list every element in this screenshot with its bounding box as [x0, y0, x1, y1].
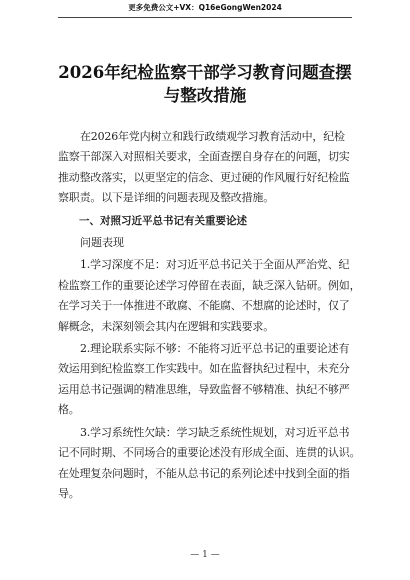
title-line-2: 与整改措施 [163, 86, 247, 105]
document-title [40, 61, 370, 107]
item-line: 解概念，未深刻领会其内在逻辑和实践要求。 [58, 319, 274, 333]
item-line: 检监察工作的重要论述学习停留在表面，缺乏深入钻研。例如， [58, 278, 361, 292]
header-banner: 更多免费公文+VX：Q16eGongWen2024 [128, 3, 282, 12]
item-line: 格。 [58, 403, 80, 417]
document-body [58, 127, 361, 506]
header-divider [58, 17, 352, 18]
intro-line: 监察干部深入对照相关要求，全面查摆自身存在的问题，切实 [58, 150, 350, 164]
problem-item-3 [58, 423, 361, 505]
item-line: 在学习关于一体推进不敢腐、不能腐、不想腐的论述时，仅了 [58, 299, 350, 313]
item-line: 在处理复杂问题时，不能从总书记的系列论述中找到全面的指 [58, 466, 350, 480]
item-line: 运用总书记强调的精准思维，导致监督不够精准、执纪不够严 [58, 382, 350, 396]
item-line: 导。 [58, 486, 80, 500]
problem-item-2 [58, 339, 352, 421]
item-line: 效运用到纪检监察工作实践中。如在监督执纪过程中，未充分 [58, 362, 350, 376]
intro-line: 在2026年党内树立和践行政绩观学习教育活动中，纪检 [80, 130, 345, 143]
item-line: 2.理论联系实际不够：不能将习近平总书记的重要论述有 [80, 342, 350, 356]
item-line: 记不同时期、不同场合的重要论述没有形成全面、连贯的认识。 [58, 446, 361, 460]
item-line: 3.学习系统性欠缺：学习缺乏系统性规划，对习近平总书 [80, 425, 350, 439]
section-heading: 一、对照习近平总书记有关重要论述 [79, 214, 247, 227]
item-line: 1.学习深度不足：对习近平总书记关于全面从严治党、纪 [80, 258, 350, 272]
title-line-1: 2026年纪检监察干部学习教育问题查摆 [58, 63, 352, 82]
problem-item-1 [58, 255, 361, 337]
subheading: 问题表现 [80, 236, 124, 250]
intro-line: 察职责。以下是详细的问题表现及整改措施。 [58, 191, 274, 205]
page-number: — 1 — [190, 550, 220, 560]
intro-paragraph [58, 127, 352, 209]
intro-line: 推动整改落实，以更坚定的信念、更过硬的作风履行好纪检监 [58, 170, 350, 184]
